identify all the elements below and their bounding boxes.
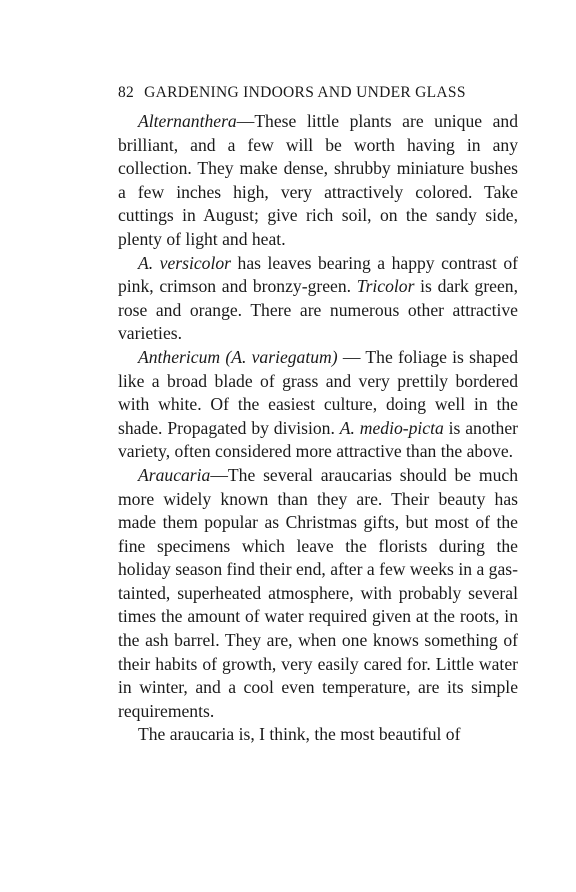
page-number: 82 bbox=[118, 84, 135, 101]
paragraph-text: —The several araucarias should be much more widely known than they are. Their beauty has made them popular as Christmas gifts, but most of the fine specimens which leave the florists during the holiday season find their end, after a few weeks in a gas-tainted, superheated atmosphere, with probably several times the amount of water required given at the roots, in the ash barrel. They are, when one knows something of their habits of growth, very easily cared for. Little water in winter, and a cool even temperature, are its simple requirements. bbox=[118, 464, 518, 721]
running-header bbox=[118, 84, 466, 102]
paragraph-araucaria bbox=[118, 464, 518, 724]
paragraph-alternanthera bbox=[118, 110, 518, 252]
plant-name: A. versicolor bbox=[138, 252, 232, 273]
paragraph-versicolor bbox=[118, 252, 518, 346]
plant-name: Anthericum (A. variegatum) bbox=[138, 346, 338, 367]
running-title: GARDENING INDOORS AND UNDER GLASS bbox=[144, 84, 466, 101]
page-body bbox=[118, 110, 518, 747]
paragraph-anthericum bbox=[118, 346, 518, 464]
paragraph-text: — The foliage is shaped like a broad blade of grass and very prettily bordered with white. Of the easiest culture, doing well in the shade. Propagated by division. bbox=[118, 346, 518, 438]
paragraph-text: has leaves bearing a happy contrast of pink, crimson and bronzy-green. bbox=[118, 252, 518, 297]
plant-name: Tricolor bbox=[356, 276, 415, 297]
paragraph-araucaria-continued bbox=[118, 723, 518, 747]
paragraph-text: is another variety, often considered more attractive than the above. bbox=[118, 417, 519, 462]
paragraph-text: is dark green, rose and orange. There are numerous other attractive varieties. bbox=[118, 276, 518, 344]
plant-name: A. medio-picta bbox=[339, 417, 444, 438]
paragraph-text: The araucaria is, I think, the most beautiful of bbox=[138, 724, 461, 745]
plant-name: Alternanthera bbox=[138, 111, 237, 131]
plant-name: Araucaria bbox=[138, 464, 211, 485]
paragraph-text: —These little plants are unique and brilliant, and a few will be worth having in any collection. They make dense, shrubby miniature bushes a few inches high, very attractively colored. Take cuttings in August; give rich soil, on the sandy side, plenty of light and heat. bbox=[118, 111, 518, 249]
